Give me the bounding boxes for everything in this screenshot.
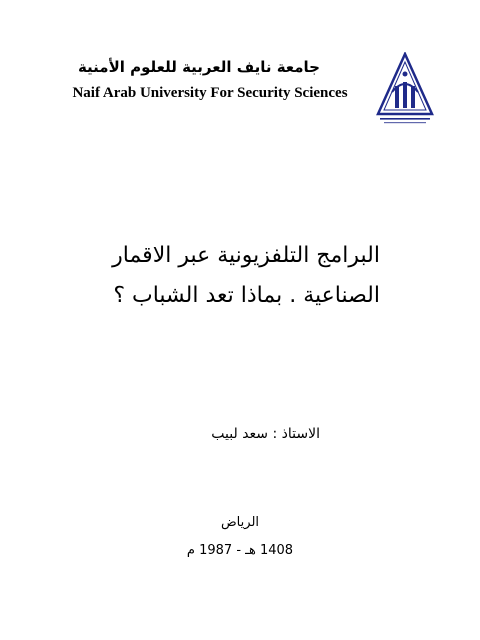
publication-date: 1408 هـ - 1987 م [186,543,294,558]
university-name-english: Naif Arab University For Security Sciences [72,85,348,101]
publication-city: الرياض [220,515,260,530]
title-line-1: البرامج التلفزيونية عبر الاقمار [112,243,380,268]
naif-university-logo-icon [374,52,436,128]
author-name: سعد لبيب [211,426,269,442]
university-name-arabic: جامعة نايف العربية للعلوم الأمنية [77,58,320,76]
document-title [60,236,380,316]
author [160,425,320,443]
title-line-2: الصناعية . بماذا تعد الشباب ؟ [113,283,380,308]
author-label: الاستاذ : [272,426,320,442]
